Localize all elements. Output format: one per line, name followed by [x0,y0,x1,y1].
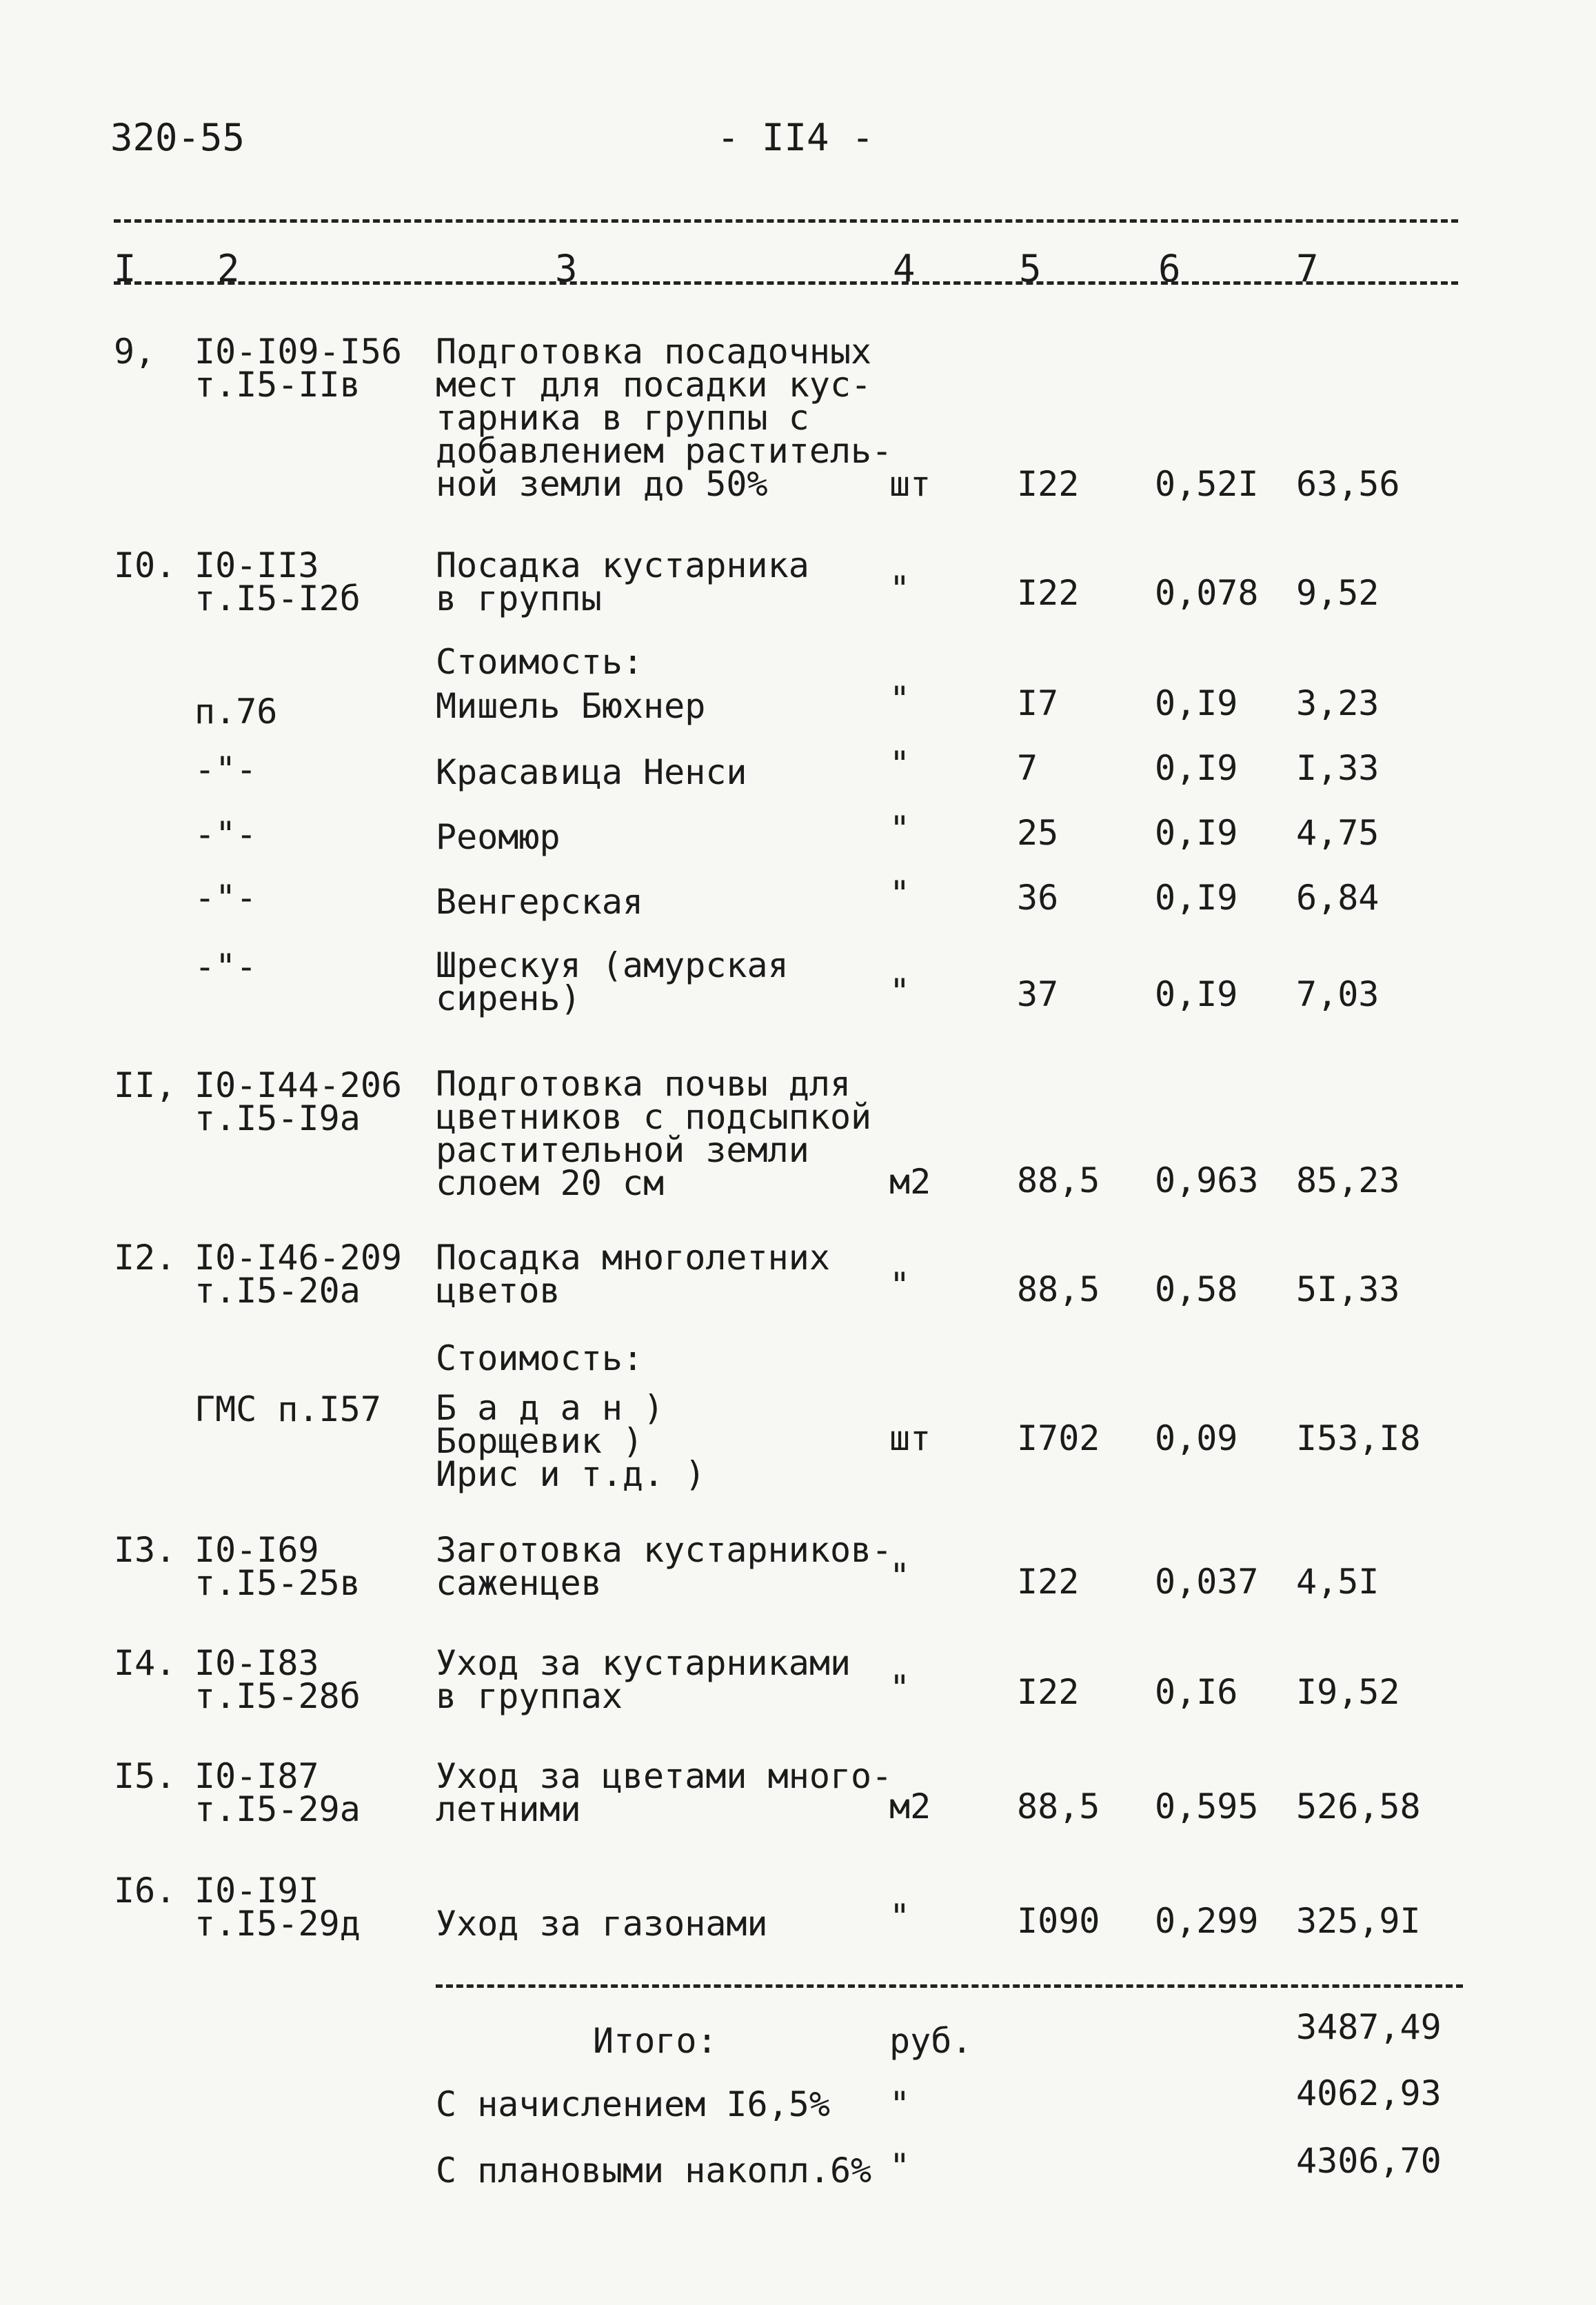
row-description: Подготовка посадочных мест для посадки кус- тарника в группы с добавлением раститель- ной земли до 50% [436,332,893,504]
row-unit: " [889,1897,911,1937]
row-number: I2. [114,1238,176,1278]
surcharge-label: С начислением I6,5% [436,2084,830,2124]
surcharge-unit: " [889,2084,911,2124]
row-description: Красавица Ненси [436,752,747,792]
column-header-5: 5 [1019,247,1042,290]
row-total: 3,23 [1296,683,1380,723]
total-unit: руб. [889,2021,973,2061]
row-code: I0-I46-209 т.I5-20а [194,1238,403,1311]
row-code: I0-I69 т.I5-25в [194,1530,361,1603]
row-total: 63,56 [1296,464,1400,504]
document-code: 320-55 [110,116,245,159]
row-code: I0-I44-206 т.I5-I9а [194,1065,403,1138]
row-quantity: I22 [1017,1562,1080,1602]
row-total: I9,52 [1296,1672,1400,1712]
row-description: Шрескуя (амурская сирень) [436,945,789,1018]
row-description: Посадка кустарника в группы [436,545,809,618]
row-quantity: 88,5 [1017,1269,1100,1309]
row-description: Реомюр [436,817,560,857]
row-unit: м2 [889,1162,931,1202]
row-unit: " [889,809,911,849]
column-header-1: I [114,247,137,290]
row-quantity: 7 [1017,748,1038,788]
row-quantity: I702 [1017,1418,1100,1458]
row-number: I3. [114,1530,176,1570]
row-code: -"- [194,749,257,789]
row-unit: м2 [889,1786,931,1826]
row-quantity: 36 [1017,878,1059,918]
row-rate: 0,037 [1155,1562,1259,1602]
row-quantity: 25 [1017,813,1059,853]
row-code: I0-I09-I56 т.I5-IIв [194,332,403,405]
row-total: 6,84 [1296,878,1380,918]
column-header-6: 6 [1158,247,1181,290]
row-unit: " [889,1556,911,1596]
row-rate: 0,I6 [1155,1672,1238,1712]
row-code: -"- [194,814,257,854]
row-unit: " [889,1668,911,1708]
row-rate: 0,595 [1155,1786,1259,1826]
column-header-rule [114,281,1458,285]
row-code: -"- [194,878,257,918]
row-unit: " [889,569,911,609]
row-description: Подготовка почвы для цветников с подсыпкой растительной земли слоем 20 см [436,1064,872,1203]
total-label: Итого: [593,2021,718,2061]
row-rate: 0,299 [1155,1901,1259,1941]
row-number: I6. [114,1871,176,1911]
row-rate: 0,I9 [1155,748,1238,788]
row-unit: " [889,744,911,784]
row-description: Уход за газонами [436,1904,768,1944]
row-rate: 0,078 [1155,573,1259,613]
row-number: 9, [114,332,156,372]
planned-savings-unit: " [889,2146,911,2186]
row-total: 526,58 [1296,1786,1421,1826]
row-code: п.76 [194,692,278,732]
row-unit: " [889,679,911,719]
row-unit: " [889,972,911,1011]
row-quantity: 37 [1017,974,1059,1014]
surcharge-value: 4062,93 [1296,2073,1442,2113]
row-rate: 0,52I [1155,464,1259,504]
row-total: I,33 [1296,748,1380,788]
row-number: I5. [114,1756,176,1796]
row-total: 7,03 [1296,974,1380,1014]
row-quantity: I090 [1017,1901,1100,1941]
row-total: 325,9I [1296,1901,1421,1941]
row-quantity: I22 [1017,464,1080,504]
row-code: I0-I9I т.I5-29д [194,1871,361,1944]
row-description: Б а д а н ) Борщевик ) Ирис и т.д. ) [436,1388,706,1494]
row-rate: 0,09 [1155,1418,1238,1458]
row-total: I53,I8 [1296,1418,1421,1458]
row-number: II, [114,1065,176,1105]
column-header-4: 4 [893,247,916,290]
row-description: Заготовка кустарников- саженцев [436,1530,893,1603]
row-rate: 0,I9 [1155,878,1238,918]
page-number: - II4 - [717,116,874,159]
row-code: I0-I83 т.I5-28б [194,1643,361,1716]
row-rate: 0,58 [1155,1269,1238,1309]
row-total: 4,5I [1296,1562,1380,1602]
row-total: 4,75 [1296,813,1380,853]
column-header-7: 7 [1296,247,1319,290]
row-code: ГМС п.I57 [194,1389,381,1429]
planned-savings-label: С плановыми накопл.6% [436,2151,872,2191]
column-header-2: 2 [217,247,240,290]
row-unit: шт [889,1418,931,1458]
row-number: I4. [114,1643,176,1683]
row-rate: 0,963 [1155,1160,1259,1200]
row-quantity: I22 [1017,573,1080,613]
row-total: 85,23 [1296,1160,1400,1200]
row-quantity: I22 [1017,1672,1080,1712]
row-description: Уход за цветами много- летними [436,1756,893,1829]
row-quantity: I7 [1017,683,1059,723]
row-quantity: 88,5 [1017,1786,1100,1826]
planned-savings-value: 4306,70 [1296,2141,1442,2181]
row-code: I0-II3 т.I5-I2б [194,545,361,618]
row-total: 5I,33 [1296,1269,1400,1309]
row-description: Посадка многолетних цветов [436,1238,830,1311]
cost-subheading: Стоимость: [436,642,644,682]
row-rate: 0,I9 [1155,813,1238,853]
row-code: -"- [194,947,257,987]
row-description: Уход за кустарниками в группах [436,1643,851,1716]
column-header-3: 3 [555,247,578,290]
row-unit: " [889,1265,911,1305]
row-description: Мишель Бюхнер [436,686,706,726]
row-unit: " [889,874,911,914]
row-code: I0-I87 т.I5-29а [194,1756,361,1829]
table-top-rule [114,219,1458,223]
row-description: Венгерская [436,882,644,922]
cost-subheading: Стоимость: [436,1338,644,1378]
row-rate: 0,I9 [1155,683,1238,723]
total-value: 3487,49 [1296,2007,1442,2047]
row-rate: 0,I9 [1155,974,1238,1014]
totals-rule [436,1984,1463,1988]
row-unit: шт [889,464,931,504]
row-total: 9,52 [1296,573,1380,613]
row-quantity: 88,5 [1017,1160,1100,1200]
row-number: I0. [114,545,176,585]
